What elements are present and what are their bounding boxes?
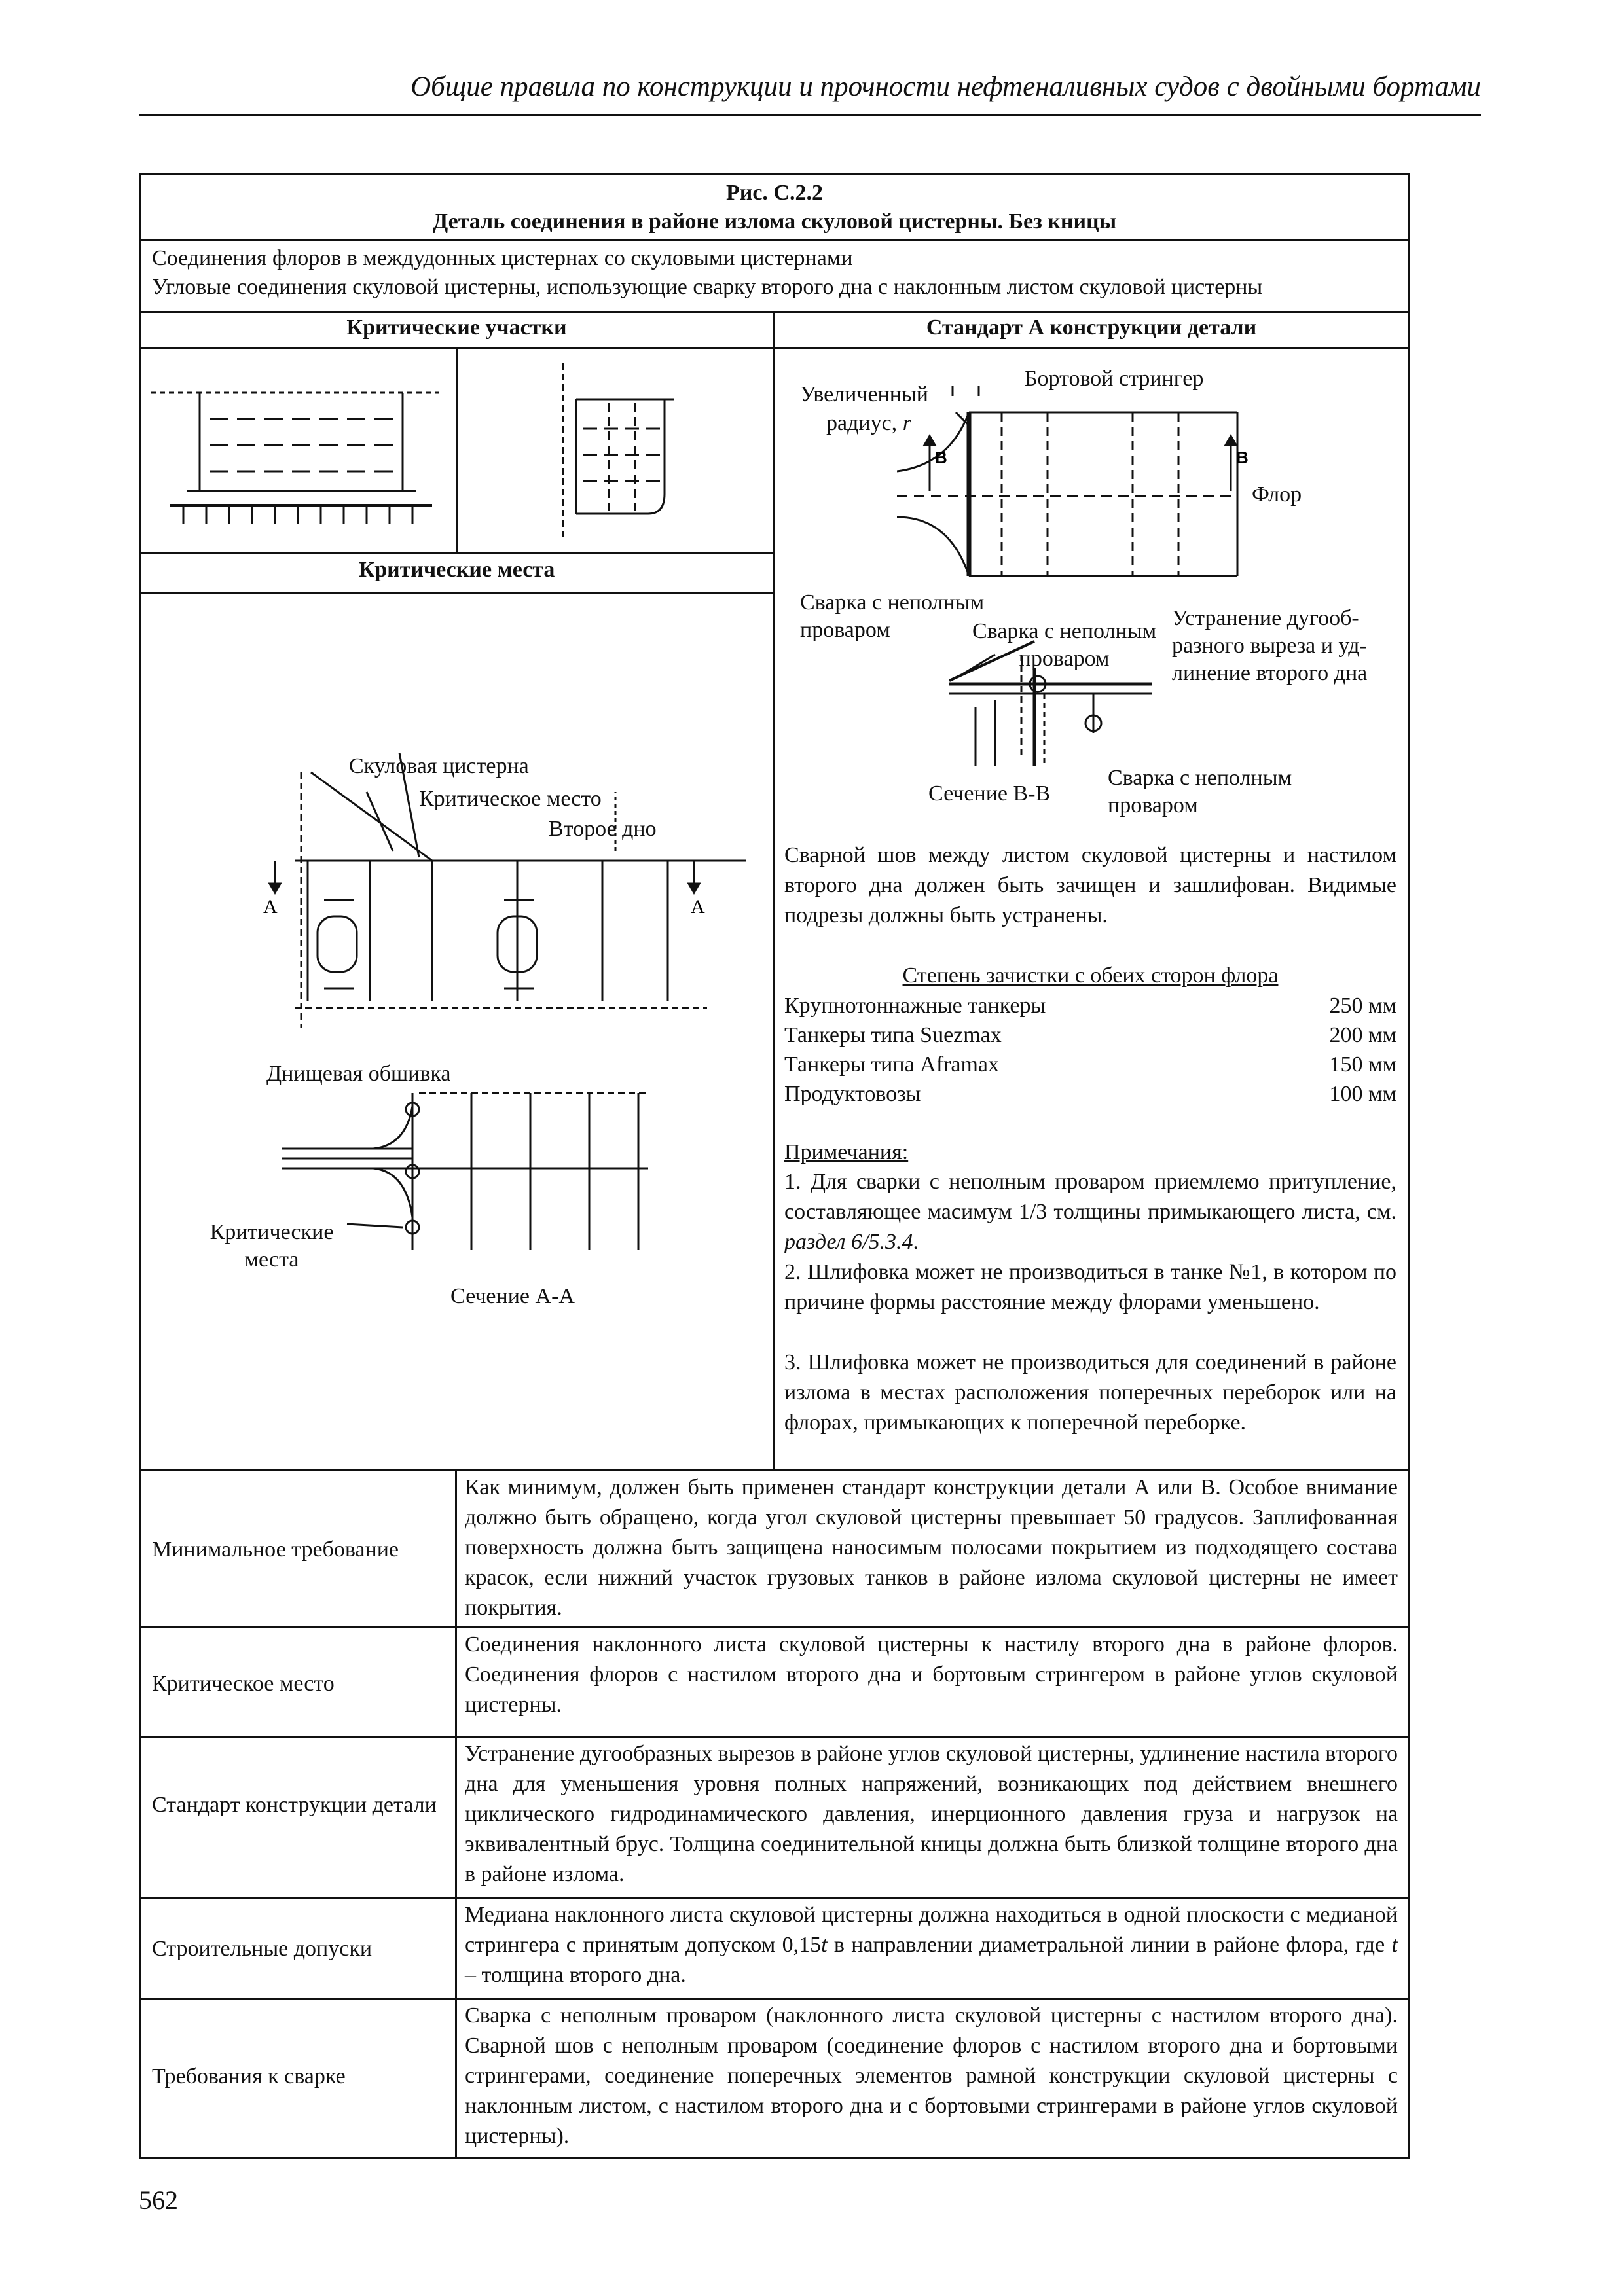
row-divider bbox=[139, 1998, 1410, 2000]
requirement-label: Критическое место bbox=[152, 1672, 335, 1696]
label-bottom-shell: Днищевая обшивка bbox=[266, 1062, 451, 1086]
running-header: Общие правила по конструкции и прочности нефтеналивных судов с двойными бортами bbox=[410, 71, 1481, 102]
label-partial-pen-3-l1: Сварка с неполным bbox=[1108, 766, 1292, 790]
row-divider bbox=[139, 1626, 1410, 1628]
label-enlarged-radius-2 bbox=[826, 410, 911, 437]
note-1-end: . bbox=[913, 1230, 919, 1254]
grinding-row-value: 250 мм bbox=[1329, 994, 1396, 1018]
scope-line-2: Угловые соединения скуловой цистерны, использующие сварку второго дна с наклонным листом скуловой цистерны bbox=[152, 275, 1263, 299]
grinding-row-value: 150 мм bbox=[1329, 1052, 1396, 1077]
tolerance-t2: t bbox=[1391, 1933, 1398, 1957]
label-partial-pen-2-l1: Сварка с неполным bbox=[972, 619, 1157, 643]
section-mark-b-right: B bbox=[1236, 448, 1249, 467]
grinding-row bbox=[784, 1020, 1396, 1050]
note-2: 2. Шлифовка может не производиться в танке №1, в котором по причине формы расстояние между флорами уменьшено. bbox=[784, 1260, 1396, 1314]
requirement-text: Соединения наклонного листа скуловой цистерны к настилу второго дна в районе флоров. Соединения флоров с настилом второго дна и бортовым стрингером в районе углов скуловой цистерны. bbox=[465, 1632, 1398, 1717]
label-critical-places-l1: Критические bbox=[210, 1220, 334, 1244]
grinding-row-label: Танкеры типа Suezmax bbox=[784, 1023, 1002, 1047]
critical-areas-heading: Критические участки bbox=[346, 315, 567, 340]
label-partial-pen-2 bbox=[972, 618, 1156, 673]
grinding-paragraph: Сварной шов между листом скуловой цистерны и настилом второго дна должен быть зачищен и зашлифован. Видимые подрезы должны быть устранены. bbox=[784, 843, 1396, 927]
header-rule bbox=[139, 114, 1481, 116]
requirement-text: Как минимум, должен быть применен стандарт конструкции детали А или В. Особое внимание должно быть обращено, когда угол скуловой цистерны превышает 50 градусов. Заплифованная поверхность должна быть защищена наносимым полосами покрытием из подходящего состава красок, если нижний участок грузовых танков в районе излома скуловой цистерны не имеет покрытия. bbox=[465, 1475, 1398, 1620]
critical-places-heading: Критические места bbox=[358, 558, 555, 582]
requirement-label: Стандарт конструкции детали bbox=[152, 1793, 437, 1817]
row-divider bbox=[139, 552, 775, 554]
grinding-table bbox=[784, 991, 1396, 1109]
label-critical-places bbox=[196, 1219, 347, 1274]
label-removal bbox=[1172, 605, 1367, 687]
requirement-text: Сварка с неполным проваром (наклонного листа скуловой цистерны с настилом второго дна). Сварной шов с неполным проваром (соединение флоров с настилом второго дна и бортовыми стрингерами, соединение поперечных элементов рамной конструкции скуловой цистерны с наклонным листом, с настилом второго дна и с бортовыми стрингерами в районе углов скуловой цистерны). bbox=[465, 2003, 1398, 2148]
grinding-heading: Степень зачистки с обеих сторон флора bbox=[902, 963, 1279, 988]
figure-title: Деталь соединения в районе излома скуловой цистерны. Без кницы bbox=[432, 209, 1117, 234]
label-critical-places-l2: места bbox=[244, 1247, 299, 1272]
row-divider bbox=[139, 592, 775, 594]
label-removal-l2: разного выреза и уд- bbox=[1172, 634, 1367, 658]
requirement-text bbox=[465, 1900, 1398, 1990]
requirement-label: Требования к сварке bbox=[152, 2064, 346, 2089]
label-side-girder: Бортовой стрингер bbox=[1025, 367, 1204, 391]
scope-line-1: Соединения флоров в междудонных цистернах со скуловыми цистернами bbox=[152, 246, 853, 270]
section-mark-a-left: A bbox=[263, 896, 278, 918]
requirement-label: Строительные допуски bbox=[152, 1937, 373, 1961]
label-partial-pen-1-l2: проваром bbox=[800, 618, 890, 642]
floor-plan-diagram bbox=[897, 386, 1250, 583]
grinding-row-value: 200 мм bbox=[1329, 1023, 1396, 1047]
label-critical-place: Критическое место bbox=[419, 787, 602, 811]
column-divider bbox=[773, 311, 775, 1469]
label-inner-bottom: Второе дно bbox=[549, 817, 657, 841]
row-divider bbox=[139, 1469, 1410, 1471]
tolerance-text-c: – толщина второго дна. bbox=[465, 1963, 686, 1987]
note-1-reference: раздел 6/5.3.4 bbox=[784, 1230, 913, 1254]
label-bilge-tank: Скуловая цистерна bbox=[349, 754, 529, 778]
row-divider bbox=[139, 239, 1410, 241]
row-divider bbox=[139, 1736, 1410, 1738]
notes-heading: Примечания: bbox=[784, 1140, 909, 1164]
note-1 bbox=[784, 1167, 1396, 1257]
label-enlarged-radius-r: r bbox=[902, 411, 911, 435]
label-removal-l1: Устранение дугооб- bbox=[1172, 606, 1359, 630]
row-divider bbox=[139, 347, 1410, 349]
page-number: 562 bbox=[139, 2185, 178, 2215]
label-removal-l3: линение второго дна bbox=[1172, 661, 1368, 685]
critical-area-thumbnail-1 bbox=[151, 367, 439, 530]
grinding-row bbox=[784, 1050, 1396, 1079]
grinding-row-label: Танкеры типа Aframax bbox=[784, 1052, 999, 1077]
column-divider bbox=[455, 1469, 457, 2159]
label-partial-pen-2-l2: проваром bbox=[1019, 647, 1110, 671]
label-section-a-a: Сечение А-А bbox=[450, 1284, 575, 1308]
tolerance-t: t bbox=[821, 1933, 828, 1957]
section-mark-a-right: A bbox=[691, 896, 705, 918]
note-3: 3. Шлифовка может не производиться для соединений в районе излома в местах расположения поперечных переборок или на флорах, примыкающих к поперечной переборке. bbox=[784, 1350, 1396, 1435]
grinding-row-label: Крупнотоннажные танкеры bbox=[784, 994, 1046, 1018]
grinding-row-value: 100 мм bbox=[1329, 1082, 1396, 1106]
grinding-row-label: Продуктовозы bbox=[784, 1082, 921, 1106]
figure-number: Рис. C.2.2 bbox=[725, 181, 823, 205]
requirement-text: Устранение дугообразных вырезов в районе углов скуловой цистерны, удлинение настила второго дна для уменьшения уровня полных напряжений, возникающих под действием внешнего циклического гидродинамического давления, инерционного давления груза и нагрузок на эквивалентный брус. Толщина соединительной кницы должна быть близкой толщине второго дна в районе излома. bbox=[465, 1742, 1398, 1886]
label-section-b-b: Сечение В-В bbox=[928, 781, 1051, 806]
standard-a-heading: Стандарт А конструкции детали bbox=[926, 315, 1257, 340]
requirement-label: Минимальное требование bbox=[152, 1537, 399, 1562]
section-mark-b-left: B bbox=[935, 448, 947, 467]
label-enlarged-radius-word: радиус, bbox=[826, 411, 898, 435]
label-floor: Флор bbox=[1252, 482, 1302, 507]
grinding-row bbox=[784, 1079, 1396, 1109]
thumb-divider bbox=[456, 347, 458, 552]
label-partial-pen-3 bbox=[1108, 764, 1292, 819]
label-partial-pen-1 bbox=[800, 589, 984, 644]
note-1-text: 1. Для сварки с неполным проваром приемлемо притупление, составляющее масимум 1/3 толщины примыкающего листа, см. bbox=[784, 1170, 1396, 1224]
critical-area-thumbnail-2 bbox=[550, 363, 720, 540]
row-divider bbox=[139, 1897, 1410, 1899]
label-partial-pen-3-l2: проваром bbox=[1108, 793, 1198, 817]
grinding-row bbox=[784, 991, 1396, 1020]
label-enlarged-radius-1: Увеличенный bbox=[800, 382, 928, 406]
tolerance-text-a: Медиана наклонного листа скуловой цистерны должна находиться в одной плоскости с медианой стрингера с принятым допуском 0,15 bbox=[465, 1903, 1398, 1957]
label-partial-pen-1-l1: Сварка с неполным bbox=[800, 590, 985, 615]
tolerance-text-b: в направлении диаметральной линии в районе флора, где bbox=[827, 1933, 1392, 1957]
